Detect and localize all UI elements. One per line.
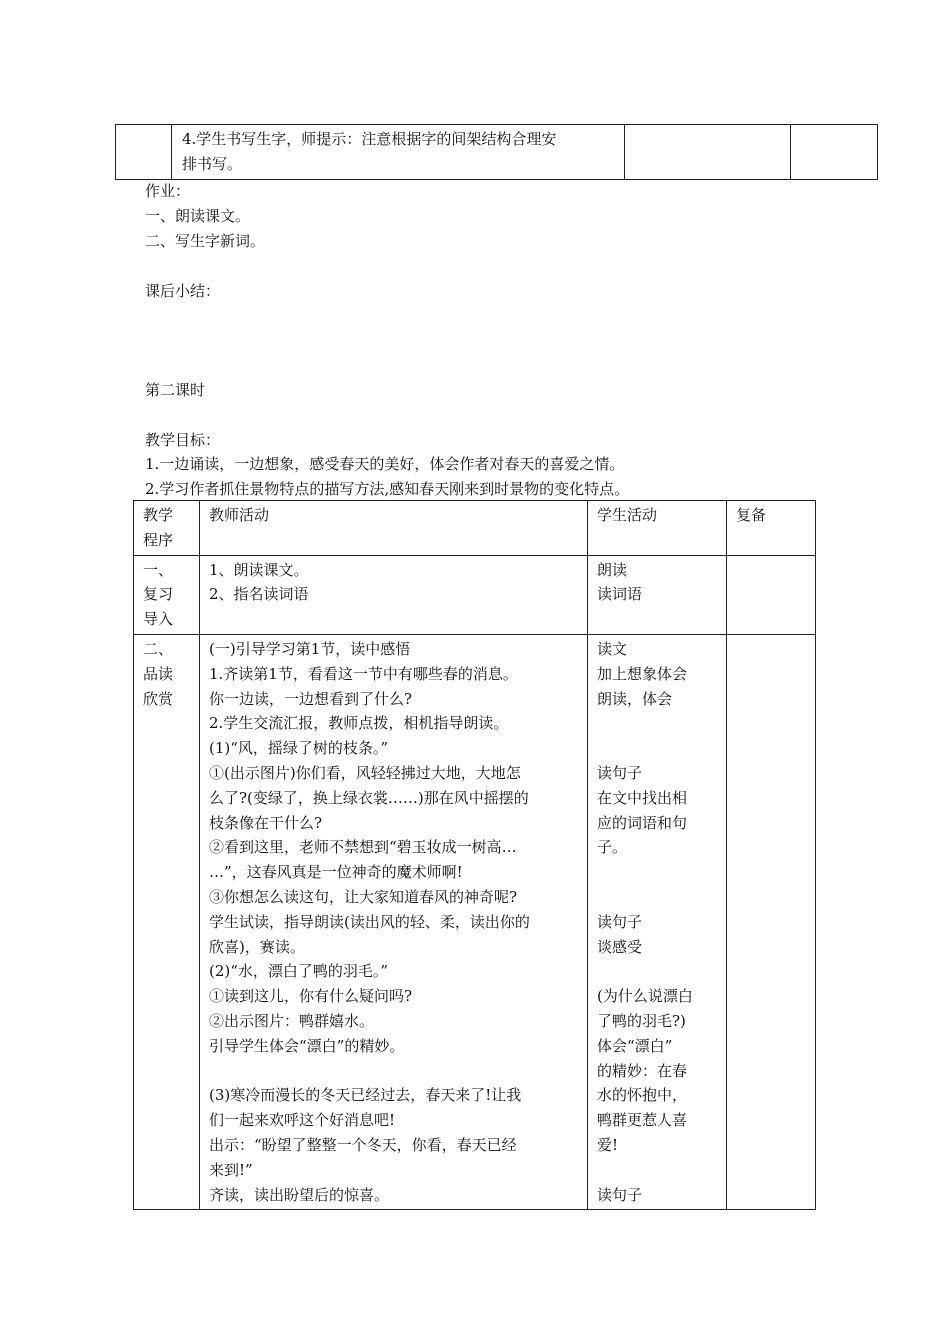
text-line: (1)“风，摇绿了树的枝条。” xyxy=(209,739,389,758)
text-line: ②看到这里，老师不禁想到“碧玉妆成一树高… xyxy=(209,838,517,857)
text-line: 齐读，读出盼望后的惊喜。 xyxy=(209,1185,390,1204)
text-line: 鸭群更惹人喜 xyxy=(597,1111,688,1130)
previous-lesson-table xyxy=(115,124,878,180)
student-activity-cell: 朗读 读词语 xyxy=(588,555,727,634)
procedure-cell: 一、 复习 导入 xyxy=(134,555,200,634)
text-line: 读句子 xyxy=(597,1185,643,1204)
student-activity-cell xyxy=(625,125,791,180)
text-line: 排书写。 xyxy=(182,154,243,173)
text-line: 4.学生书写生字，师提示：注意根据字的间架结构合理安 xyxy=(182,130,557,148)
text-line xyxy=(597,1158,717,1183)
text-line: 子。 xyxy=(597,838,628,857)
text-line: 么了?(变绿了，换上绿衣裳……)那在风中摇摆的 xyxy=(209,788,529,807)
text-line: 爱! xyxy=(597,1135,619,1154)
text-line xyxy=(597,885,717,910)
table-header-row xyxy=(134,501,816,556)
text-line: (一)引导学习第1节，读中感悟 xyxy=(209,639,411,658)
text-line: 欣喜)，赛读。 xyxy=(209,937,305,956)
text-line: 谈感受 xyxy=(597,937,643,956)
text-line: 1.齐读第1节，看看这一节中有哪些春的消息。 xyxy=(209,664,518,683)
text-line: 学生试读，指导朗读(读出风的轻、柔，读出你的 xyxy=(209,912,530,931)
text-line: 在文中找出相 xyxy=(597,788,688,807)
lesson-plan-table xyxy=(133,500,816,1210)
text-line: 你一边读，一边想看到了什么? xyxy=(209,689,413,708)
text-line: ②出示图片：鸭群嬉水。 xyxy=(209,1011,375,1030)
text-line: 应的词语和句 xyxy=(597,813,688,832)
text-line: 体会“漂白” xyxy=(597,1036,673,1055)
text-line xyxy=(597,736,717,761)
header-review: 复备 xyxy=(727,501,816,556)
review-cell xyxy=(727,555,816,634)
text-line: ①读到这儿，你有什么疑问吗? xyxy=(209,987,413,1006)
procedure-cell xyxy=(116,125,172,180)
text-line: 枝条像在干什么? xyxy=(209,813,323,832)
text-line xyxy=(597,959,717,984)
teacher-activity-cell xyxy=(172,125,625,180)
text-line: 2.学生交流汇报，教师点拨，相机指导朗读。 xyxy=(209,714,509,733)
review-cell xyxy=(727,634,816,1209)
text-line xyxy=(209,1059,578,1084)
goal-item: 2.学习作者抓住景物特点的描写方法,感知春天刚来到时景物的变化特点。 xyxy=(145,480,630,498)
summary-title: 课后小结： xyxy=(145,282,221,300)
text-line: (为什么说漂白 xyxy=(597,987,693,1006)
lesson-title: 第二课时 xyxy=(145,381,206,399)
homework-title: 作业： xyxy=(145,182,191,200)
text-line: 加上想象体会 xyxy=(597,664,688,683)
text-line: 来到!” xyxy=(209,1160,253,1179)
text-line: ①(出示图片)你们看，风轻轻拂过大地，大地怎 xyxy=(209,763,521,782)
text-line: (2)“水，漂白了鸭的羽毛。” xyxy=(209,962,389,981)
text-line: (3)寒冷而漫长的冬天已经过去，春天来了!让我 xyxy=(209,1086,522,1105)
text-line: 了鸭的羽毛?) xyxy=(597,1011,686,1030)
header-student-activity: 学生活动 xyxy=(588,501,727,556)
teacher-activity-cell: 1、朗读课文。 2、指名读词语 xyxy=(200,555,588,634)
text-line xyxy=(597,711,717,736)
text-line: 读句子 xyxy=(597,912,643,931)
text-line: 的精妙：在春 xyxy=(597,1061,688,1080)
header-procedure: 教学 程序 xyxy=(134,501,200,556)
text-line: …”，这春风真是一位神奇的魔术师啊! xyxy=(209,863,463,882)
text-line: 出示：“盼望了整整一个冬天，你看，春天已经 xyxy=(209,1135,517,1154)
text-line: 读句子 xyxy=(597,763,643,782)
header-teacher-activity: 教师活动 xyxy=(200,501,588,556)
homework-item: 二、写生字新词。 xyxy=(145,232,266,250)
text-line: 朗读，体会 xyxy=(597,689,673,708)
text-line: ③你想怎么读这句，让大家知道春风的神奇呢? xyxy=(209,887,518,906)
goals-title: 教学目标： xyxy=(145,431,221,449)
table-row xyxy=(116,125,878,180)
text-line: 们一起来欢呼这个好消息吧! xyxy=(209,1111,396,1130)
text-line: 水的怀抱中， xyxy=(597,1086,688,1105)
homework-item: 一、朗读课文。 xyxy=(145,207,251,225)
table-row xyxy=(134,555,816,634)
text-line: 读文 xyxy=(597,639,628,658)
procedure-cell: 二、 品读 欣赏 xyxy=(134,634,200,1209)
review-cell xyxy=(791,125,878,180)
text-line xyxy=(597,860,717,885)
teacher-activity-cell xyxy=(200,634,588,1209)
student-activity-cell xyxy=(588,634,727,1209)
goal-item: 1.一边诵读，一边想象，感受春天的美好，体会作者对春天的喜爱之情。 xyxy=(145,455,625,473)
text-line: 引导学生体会“漂白”的精妙。 xyxy=(209,1036,405,1055)
table-row xyxy=(134,634,816,1209)
